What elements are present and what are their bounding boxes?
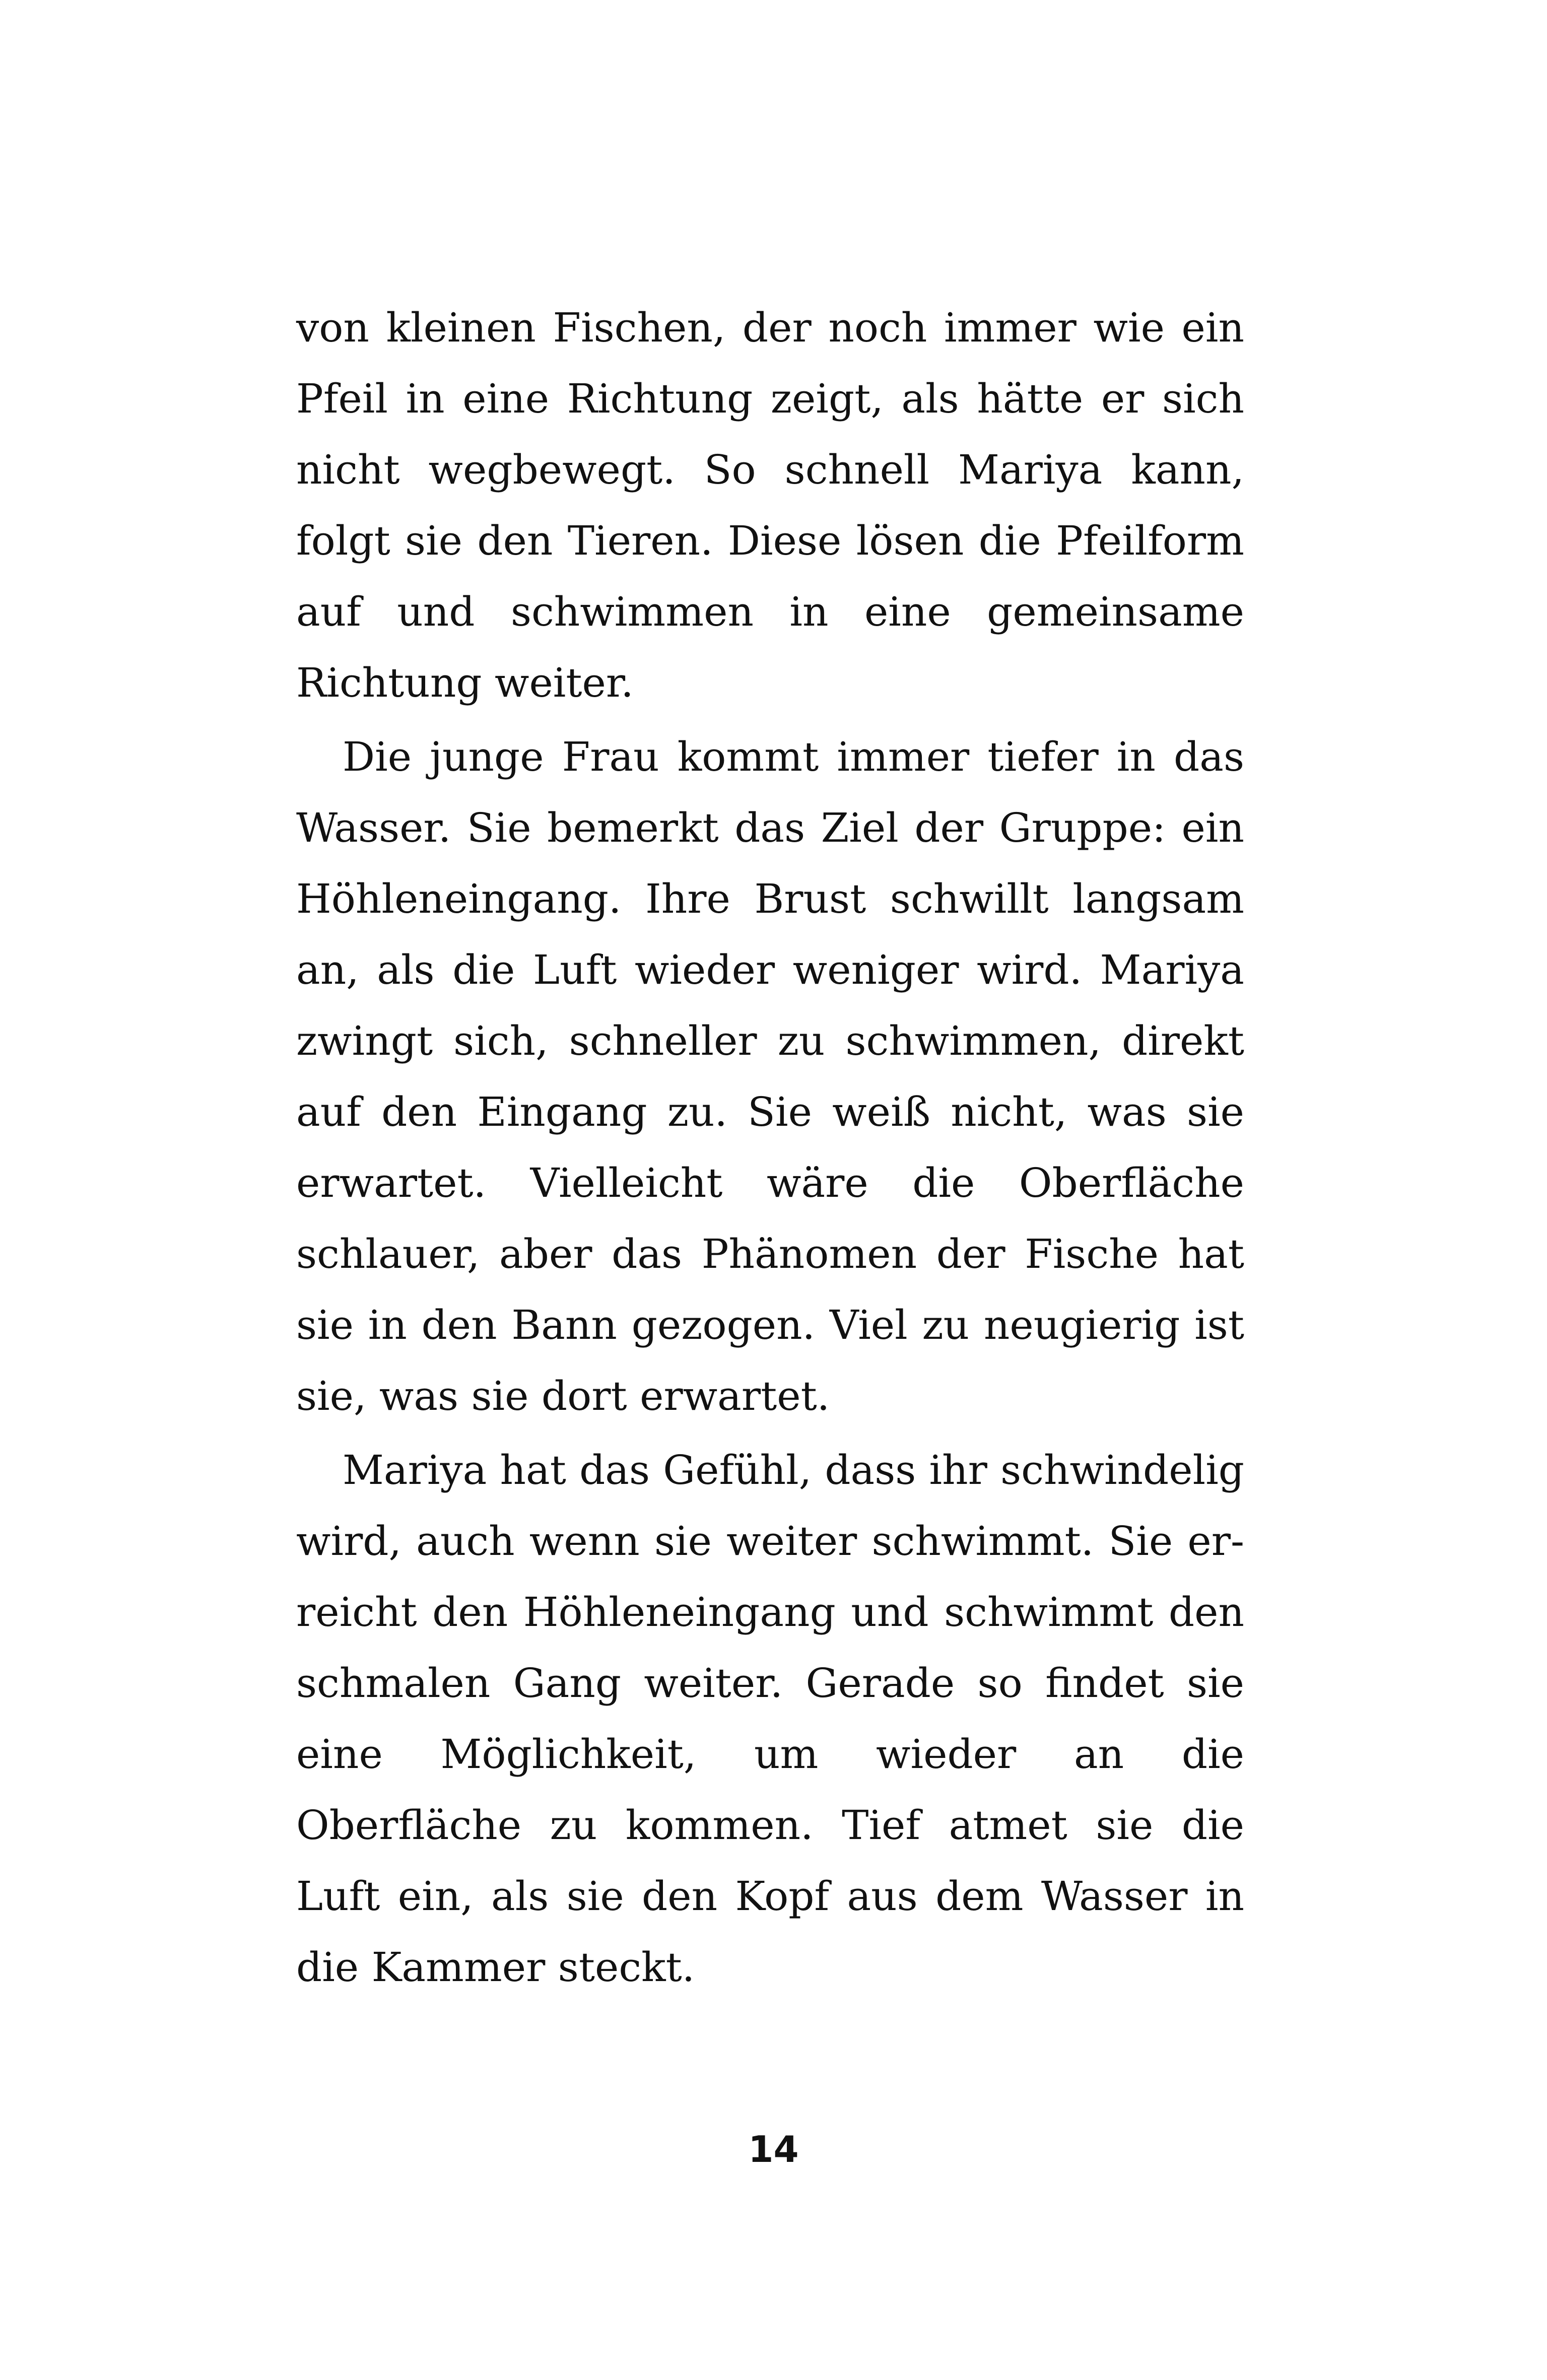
paragraph-3: Mariya hat das Gefühl, dass ihr schwindelig wird, auch wenn sie weiter schwimmt. Sie erreicht den Höhleneingang und schwimmt den schmalen Gang weiter. Gerade so findet sie eine Möglichkeit, um wieder an die Oberfläche zu kommen. Tief atmet sie die Luft ein, als sie den Kopf aus dem Wasser in die Kammer steckt. — [296, 1447, 1244, 1991]
paragraph-1: von kleinen Fischen, der noch immer wie ein Pfeil in eine Richtung zeigt, als hätte er sich nicht wegbewegt. So schnell Mariya kann, folgt sie den Tieren. Diese lösen die Pfeilform auf und schwimmen in eine gemeinsame Richtung weiter. — [296, 304, 1244, 706]
page-number: 14 — [748, 2128, 799, 2170]
body-text — [296, 292, 1244, 2003]
paragraph-2: Die junge Frau kommt immer tiefer in das Wasser. Sie bemerkt das Ziel der Gruppe: ein Höhleneingang. Ihre Brust schwillt langsam an, als die Luft wieder weniger wird. Mariya zwingt sich, schneller zu schwimmen, direkt auf den Eingang zu. Sie weiß nicht, was sie erwartet. Vielleicht wäre die Oberfläche schlauer, aber das Phänomen der Fische hat sie in den Bann gezogen. Viel zu neugierig ist sie, was sie dort erwartet. — [296, 733, 1244, 1419]
